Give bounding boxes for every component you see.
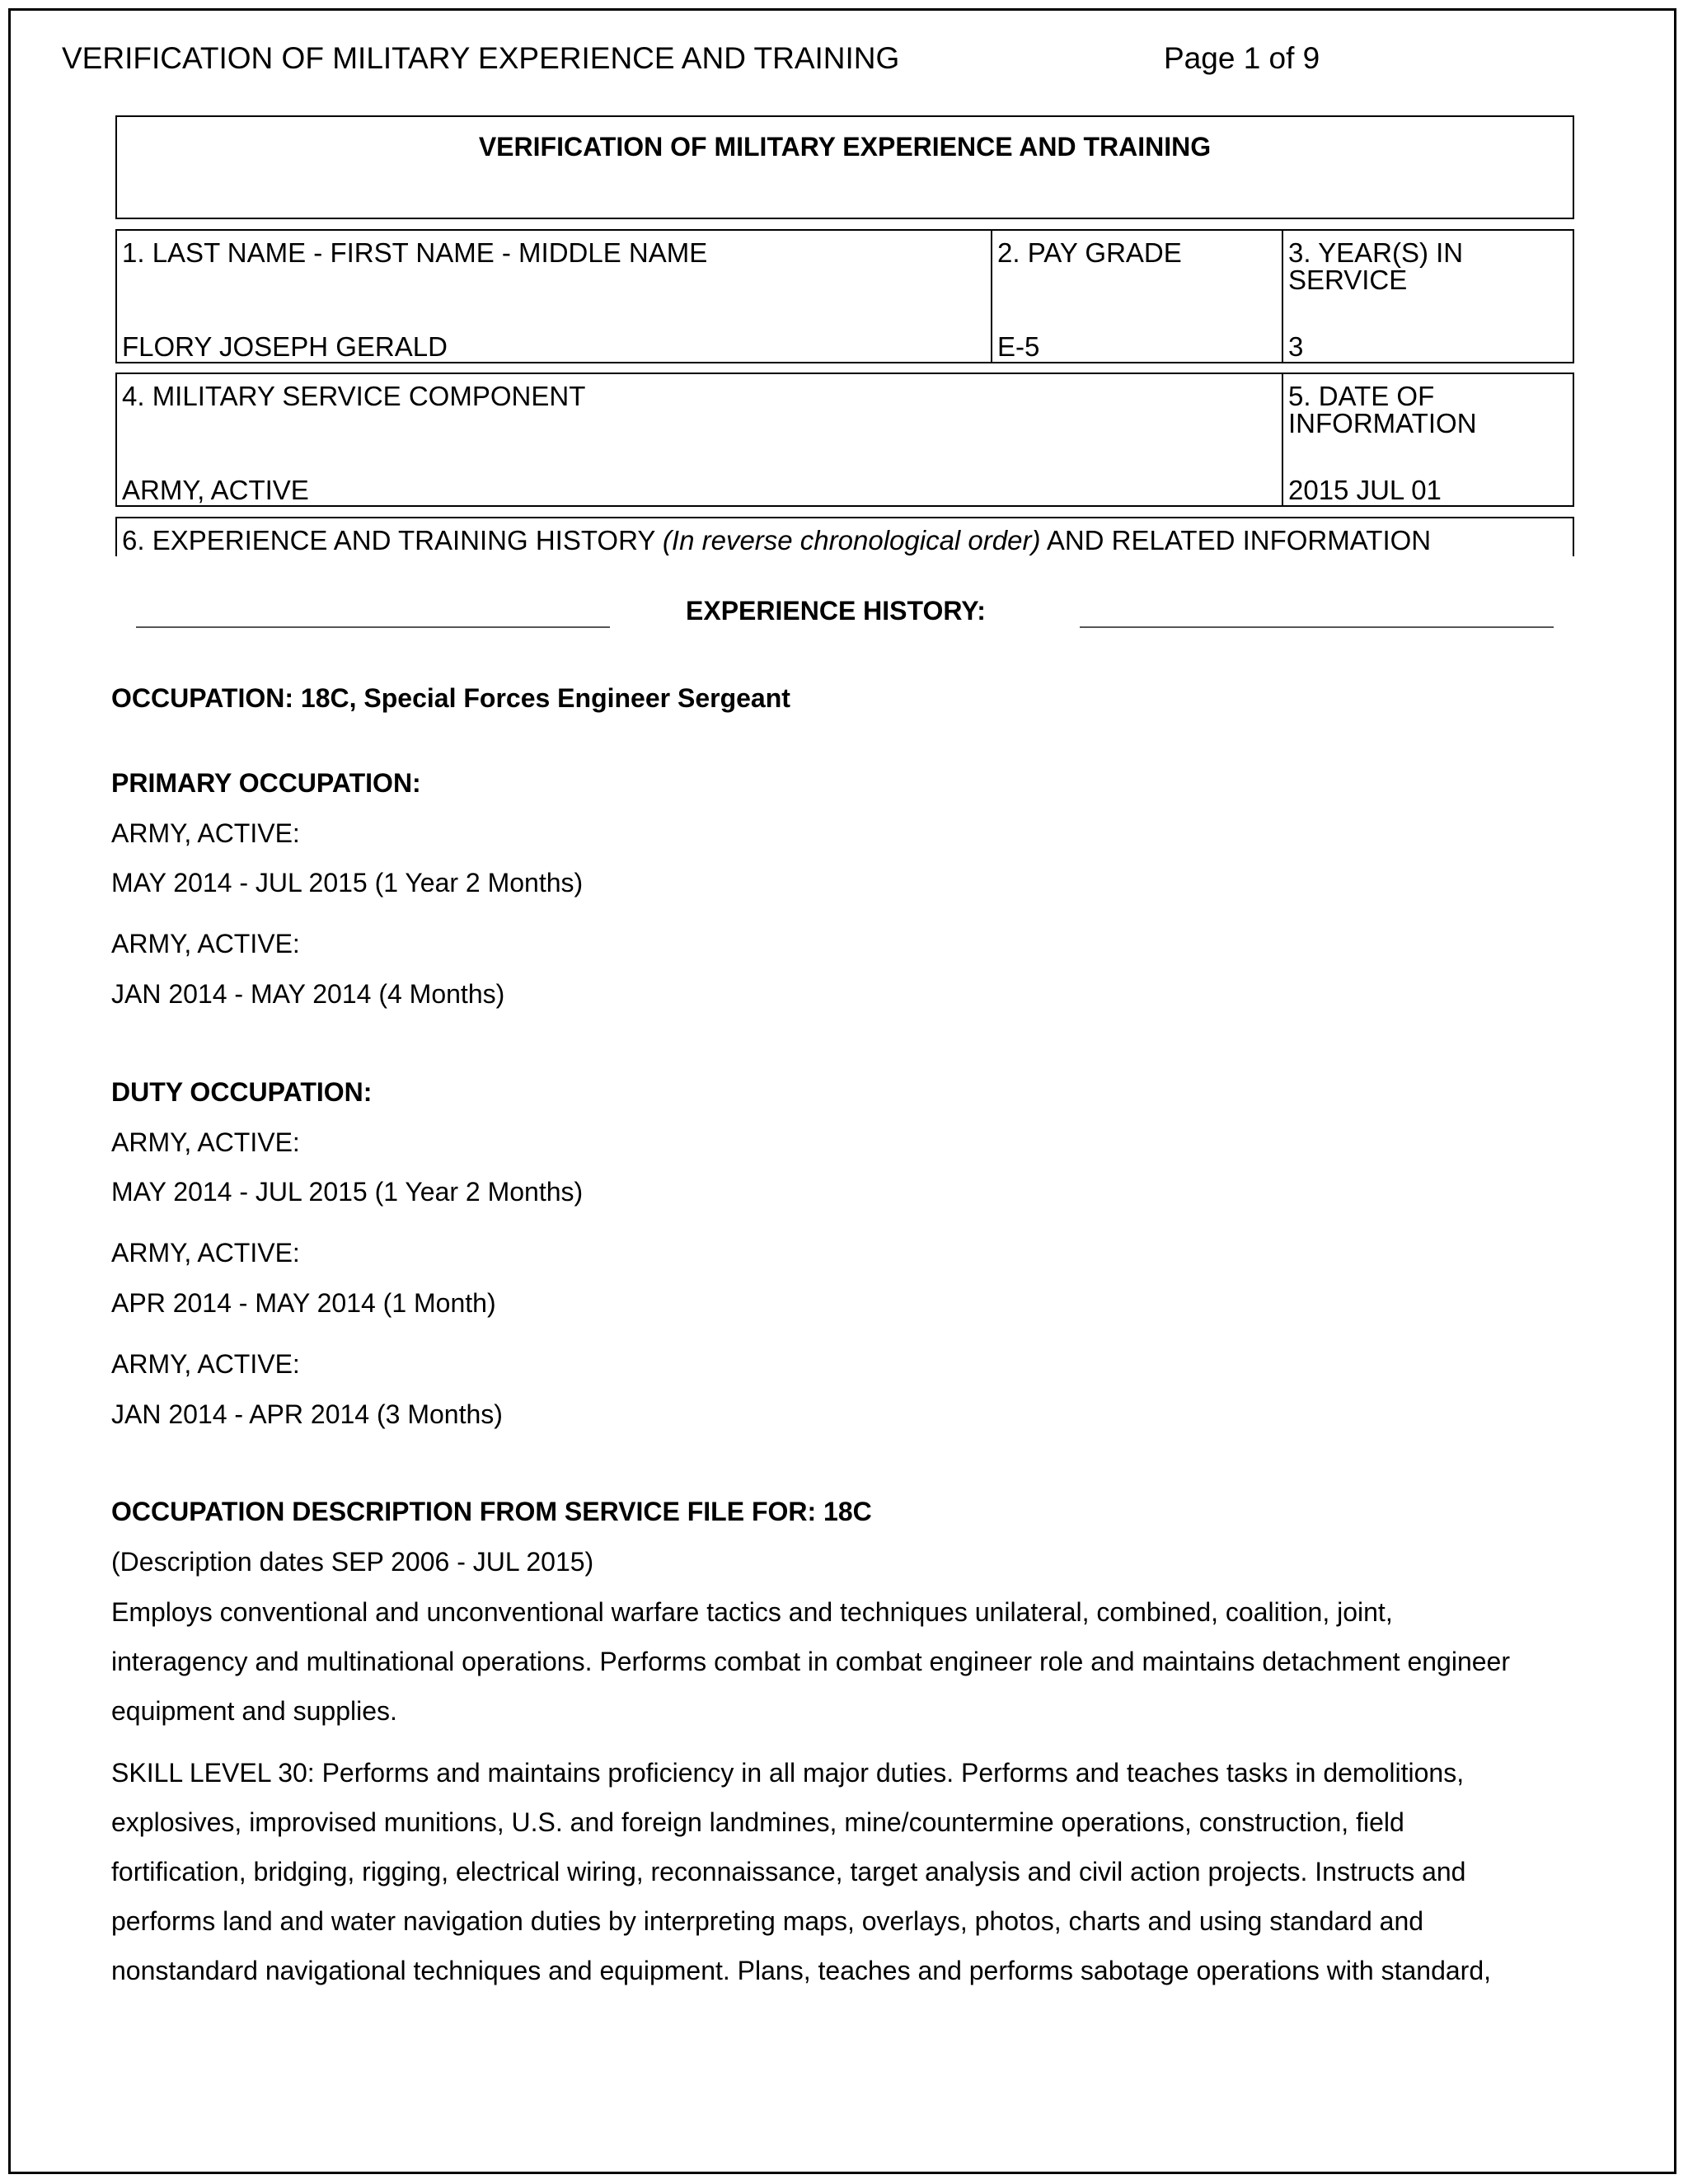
- history-label: [122, 525, 1431, 556]
- duty-component: ARMY, ACTIVE:: [111, 1349, 300, 1379]
- duty-component: ARMY, ACTIVE:: [111, 1127, 300, 1157]
- duty-period: APR 2014 - MAY 2014 (1 Month): [111, 1288, 496, 1318]
- duty-period: MAY 2014 - JUL 2015 (1 Year 2 Months): [111, 1177, 584, 1207]
- component-cell: [117, 374, 1282, 505]
- history-label-pre: 6. EXPERIENCE AND TRAINING HISTORY: [122, 525, 663, 555]
- duty-occupation-heading: DUTY OCCUPATION:: [111, 1077, 373, 1107]
- pay-grade-cell: [991, 231, 1282, 362]
- skill-line: nonstandard navigational techniques and equipment. Plans, teaches and performs sabotage operations with standard,: [111, 1956, 1491, 1985]
- years-label-line1: 3. YEAR(S) IN: [1288, 237, 1464, 268]
- experience-heading: EXPERIENCE HISTORY:: [686, 596, 986, 626]
- history-label-italic: (In reverse chronological order): [662, 525, 1041, 555]
- primary-component: ARMY, ACTIVE:: [111, 929, 300, 958]
- history-row: [115, 517, 1574, 556]
- years-cell: [1282, 231, 1573, 362]
- component-value: ARMY, ACTIVE: [122, 475, 309, 505]
- history-label-post: AND RELATED INFORMATION: [1040, 525, 1432, 555]
- date-label-line2: INFORMATION: [1288, 408, 1477, 438]
- date-label-line1: 5. DATE OF: [1288, 381, 1435, 411]
- page-header-title: VERIFICATION OF MILITARY EXPERIENCE AND TRAINING: [62, 41, 900, 75]
- description-paragraph: [111, 1587, 1587, 1736]
- skill-level-paragraph: [111, 1748, 1587, 1995]
- skill-line: explosives, improvised munitions, U.S. and foreign landmines, mine/countermine operations, construction, field: [111, 1807, 1404, 1837]
- name-cell: [117, 231, 991, 362]
- date-cell: [1282, 374, 1573, 505]
- primary-occupation-heading: PRIMARY OCCUPATION:: [111, 768, 421, 798]
- heading-rule-right: [1080, 626, 1554, 628]
- description-line: equipment and supplies.: [111, 1696, 397, 1726]
- component-label: 4. MILITARY SERVICE COMPONENT: [122, 381, 586, 411]
- name-label: 1. LAST NAME - FIRST NAME - MIDDLE NAME: [122, 237, 708, 268]
- form-title: VERIFICATION OF MILITARY EXPERIENCE AND TRAINING: [478, 132, 1212, 162]
- primary-component: ARMY, ACTIVE:: [111, 818, 300, 848]
- identity-row: [115, 229, 1574, 363]
- date-label: [1288, 382, 1477, 437]
- pay-grade-label: 2. PAY GRADE: [997, 237, 1182, 268]
- date-value: 2015 JUL 01: [1288, 475, 1442, 505]
- page-number: Page 1 of 9: [1164, 41, 1320, 75]
- primary-period: MAY 2014 - JUL 2015 (1 Year 2 Months): [111, 868, 584, 898]
- heading-rule-left: [136, 626, 610, 628]
- component-row: [115, 373, 1574, 507]
- years-value: 3: [1288, 331, 1304, 362]
- description-line: Employs conventional and unconventional warfare tactics and techniques unilateral, combined, coalition, joint,: [111, 1597, 1393, 1627]
- years-label: [1288, 239, 1463, 293]
- skill-line: performs land and water navigation duties by interpreting maps, overlays, photos, charts and using standard and: [111, 1906, 1424, 1936]
- form-title-box: [115, 115, 1574, 219]
- occupation-title: OCCUPATION: 18C, Special Forces Engineer Sergeant: [111, 683, 790, 713]
- description-line: interagency and multinational operations. Performs combat in combat engineer role and maintains detachment engineer: [111, 1647, 1510, 1676]
- description-heading: OCCUPATION DESCRIPTION FROM SERVICE FILE FOR: 18C: [111, 1497, 872, 1526]
- skill-line: fortification, bridging, rigging, electrical wiring, reconnaissance, target analysis and civil action projects. Instructs and: [111, 1857, 1466, 1886]
- duty-period: JAN 2014 - APR 2014 (3 Months): [111, 1399, 503, 1429]
- skill-line: SKILL LEVEL 30: Performs and maintains proficiency in all major duties. Performs and teaches tasks in demolitions,: [111, 1758, 1465, 1788]
- primary-period: JAN 2014 - MAY 2014 (4 Months): [111, 979, 505, 1009]
- duty-component: ARMY, ACTIVE:: [111, 1238, 300, 1268]
- pay-grade-value: E-5: [997, 331, 1040, 362]
- description-dates: (Description dates SEP 2006 - JUL 2015): [111, 1547, 594, 1577]
- years-label-line2: SERVICE: [1288, 265, 1408, 295]
- name-value: FLORY JOSEPH GERALD: [122, 331, 448, 362]
